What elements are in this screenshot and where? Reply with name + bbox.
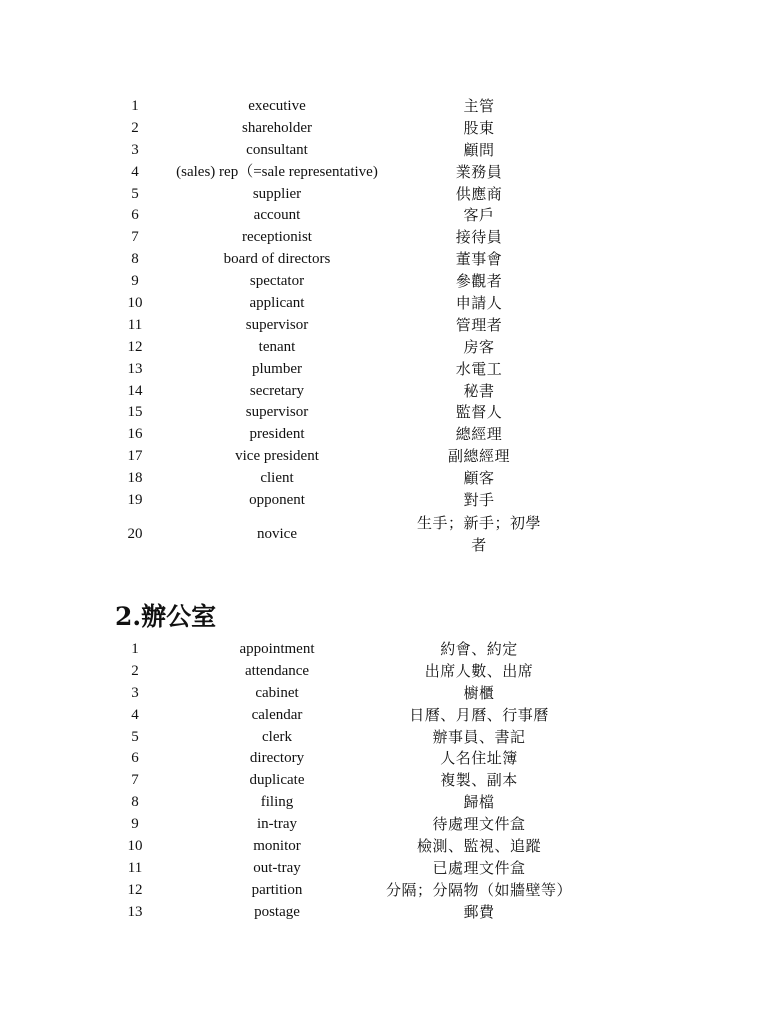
chinese-term: 郵費 <box>463 902 495 921</box>
english-term: monitor <box>253 838 301 855</box>
english-term: spectator <box>249 273 305 290</box>
table-row <box>0 770 768 792</box>
table-row <box>0 249 768 271</box>
row-number: 19 <box>127 492 143 509</box>
table-row <box>0 96 768 118</box>
row-number: 20 <box>127 525 143 542</box>
table-row <box>0 880 768 902</box>
chinese-term: 複製、副本 <box>440 771 518 790</box>
chinese-term: 董事會 <box>455 250 503 269</box>
table-row <box>0 468 768 490</box>
table-row <box>0 683 768 705</box>
row-number: 11 <box>127 859 143 876</box>
row-number: 3 <box>131 141 139 158</box>
row-number: 14 <box>127 382 143 399</box>
chinese-term: 日曆、月曆、行事曆 <box>409 705 549 724</box>
chinese-term: 人名住址簿 <box>440 749 518 768</box>
table-row <box>0 814 768 836</box>
vocabulary-table-office <box>0 639 768 924</box>
row-number: 2 <box>131 662 139 679</box>
english-term: board of directors <box>223 251 331 268</box>
table-row <box>0 792 768 814</box>
english-term: attendance <box>244 662 310 679</box>
english-term: duplicate <box>249 772 305 789</box>
english-term: (sales) rep（=sale representative) <box>176 163 378 180</box>
chinese-term: 業務員 <box>455 162 503 181</box>
row-number: 17 <box>127 448 143 465</box>
chinese-term: 副總經理 <box>447 447 510 466</box>
chinese-term: 辦事員、書記 <box>432 727 526 746</box>
table-row <box>0 140 768 162</box>
table-row <box>0 315 768 337</box>
chinese-term: 監督人 <box>455 403 503 422</box>
english-term: novice <box>257 525 297 542</box>
english-term: account <box>253 207 301 224</box>
english-term: opponent <box>249 492 305 509</box>
table-row <box>0 512 768 556</box>
english-term: receptionist <box>242 229 312 246</box>
chinese-term: 主管 <box>463 97 495 115</box>
row-number: 1 <box>131 641 139 657</box>
chinese-term: 總經理 <box>455 425 503 444</box>
english-term: out-tray <box>253 859 301 876</box>
row-number: 10 <box>127 838 143 855</box>
table-row <box>0 858 768 880</box>
row-number: 6 <box>131 207 139 224</box>
row-number: 5 <box>131 185 139 202</box>
row-number: 16 <box>127 426 143 443</box>
table-row <box>0 836 768 858</box>
row-number: 3 <box>131 684 139 701</box>
chinese-term: 歸檔 <box>463 793 495 812</box>
english-term: tenant <box>258 338 296 355</box>
table-row <box>0 205 768 227</box>
table-row <box>0 359 768 381</box>
english-term: supplier <box>252 185 302 202</box>
table-row <box>0 727 768 749</box>
english-term: vice president <box>235 448 319 465</box>
row-number: 9 <box>131 273 139 290</box>
chinese-term-line: 生手；新手；初學 <box>416 513 541 532</box>
chinese-term: 顧問 <box>463 140 495 159</box>
english-term: executive <box>248 98 306 114</box>
chinese-term: 供應商 <box>455 184 503 203</box>
chinese-term: 客戶 <box>463 206 495 225</box>
chinese-term: 對手 <box>463 491 495 510</box>
table-row <box>0 402 768 424</box>
row-number: 13 <box>127 360 143 377</box>
table-row <box>0 381 768 403</box>
chinese-term: 約會、約定 <box>440 640 518 658</box>
table-row <box>0 639 768 661</box>
chinese-term: 申請人 <box>455 294 503 313</box>
row-number: 6 <box>131 750 139 767</box>
english-term: supervisor <box>245 316 309 333</box>
english-term: consultant <box>246 141 308 158</box>
table-row <box>0 118 768 140</box>
chinese-term: 櫥櫃 <box>463 683 495 702</box>
table-row <box>0 748 768 770</box>
row-number: 12 <box>127 338 143 355</box>
english-term: appointment <box>239 641 315 657</box>
row-number: 4 <box>131 706 139 723</box>
row-number: 11 <box>127 316 143 333</box>
row-number: 7 <box>131 229 139 246</box>
chinese-term: 待處理文件盒 <box>432 815 526 834</box>
english-term: supervisor <box>245 404 309 421</box>
chinese-term: 分隔；分隔物（如牆壁等） <box>385 880 572 899</box>
chinese-term <box>378 512 580 556</box>
table-row <box>0 337 768 359</box>
chinese-term: 參觀者 <box>455 272 503 291</box>
table-row <box>0 661 768 683</box>
table-row <box>0 705 768 727</box>
chinese-term: 顧客 <box>463 469 495 488</box>
row-number: 9 <box>131 816 139 833</box>
english-term: plumber <box>252 360 302 377</box>
chinese-term: 已處理文件盒 <box>432 858 526 877</box>
english-term: client <box>260 470 294 487</box>
english-term: in-tray <box>257 816 297 833</box>
row-number: 4 <box>131 163 139 180</box>
chinese-term-line: 者 <box>471 535 487 554</box>
chinese-term: 房客 <box>463 337 495 356</box>
chinese-term: 水電工 <box>455 359 503 378</box>
chinese-term: 出席人數、出席 <box>424 661 534 680</box>
row-number: 8 <box>131 251 139 268</box>
table-row <box>0 446 768 468</box>
row-number: 15 <box>127 404 143 421</box>
english-term: partition <box>251 881 303 898</box>
vocabulary-table-people <box>0 96 768 556</box>
english-term: shareholder <box>242 119 312 136</box>
row-number: 13 <box>127 903 143 920</box>
english-term: cabinet <box>255 684 299 701</box>
english-term: calendar <box>251 706 303 723</box>
table-row <box>0 424 768 446</box>
row-number: 1 <box>131 98 139 114</box>
table-row <box>0 184 768 206</box>
english-term: directory <box>249 750 305 767</box>
english-term: applicant <box>249 295 305 312</box>
row-number: 2 <box>131 119 139 136</box>
english-term: postage <box>254 903 300 920</box>
table-row <box>0 162 768 184</box>
table-row <box>0 293 768 315</box>
row-number: 8 <box>131 794 139 811</box>
table-row <box>0 902 768 924</box>
chinese-term: 管理者 <box>455 315 503 334</box>
row-number: 5 <box>131 728 139 745</box>
english-term: clerk <box>262 728 292 745</box>
english-term: secretary <box>249 382 305 399</box>
chinese-term: 股東 <box>463 118 495 137</box>
chinese-term: 檢測、監視、追蹤 <box>416 837 541 856</box>
row-number: 10 <box>127 295 143 312</box>
table-row <box>0 271 768 293</box>
table-row <box>0 227 768 249</box>
chinese-term: 接待員 <box>455 228 503 247</box>
row-number: 7 <box>131 772 139 789</box>
chinese-term: 秘書 <box>463 381 495 400</box>
english-term: president <box>249 426 305 443</box>
section-heading: 2.辦公室 <box>115 602 217 631</box>
english-term: filing <box>260 794 294 811</box>
row-number: 12 <box>127 881 143 898</box>
table-row <box>0 490 768 512</box>
row-number: 18 <box>127 470 143 487</box>
